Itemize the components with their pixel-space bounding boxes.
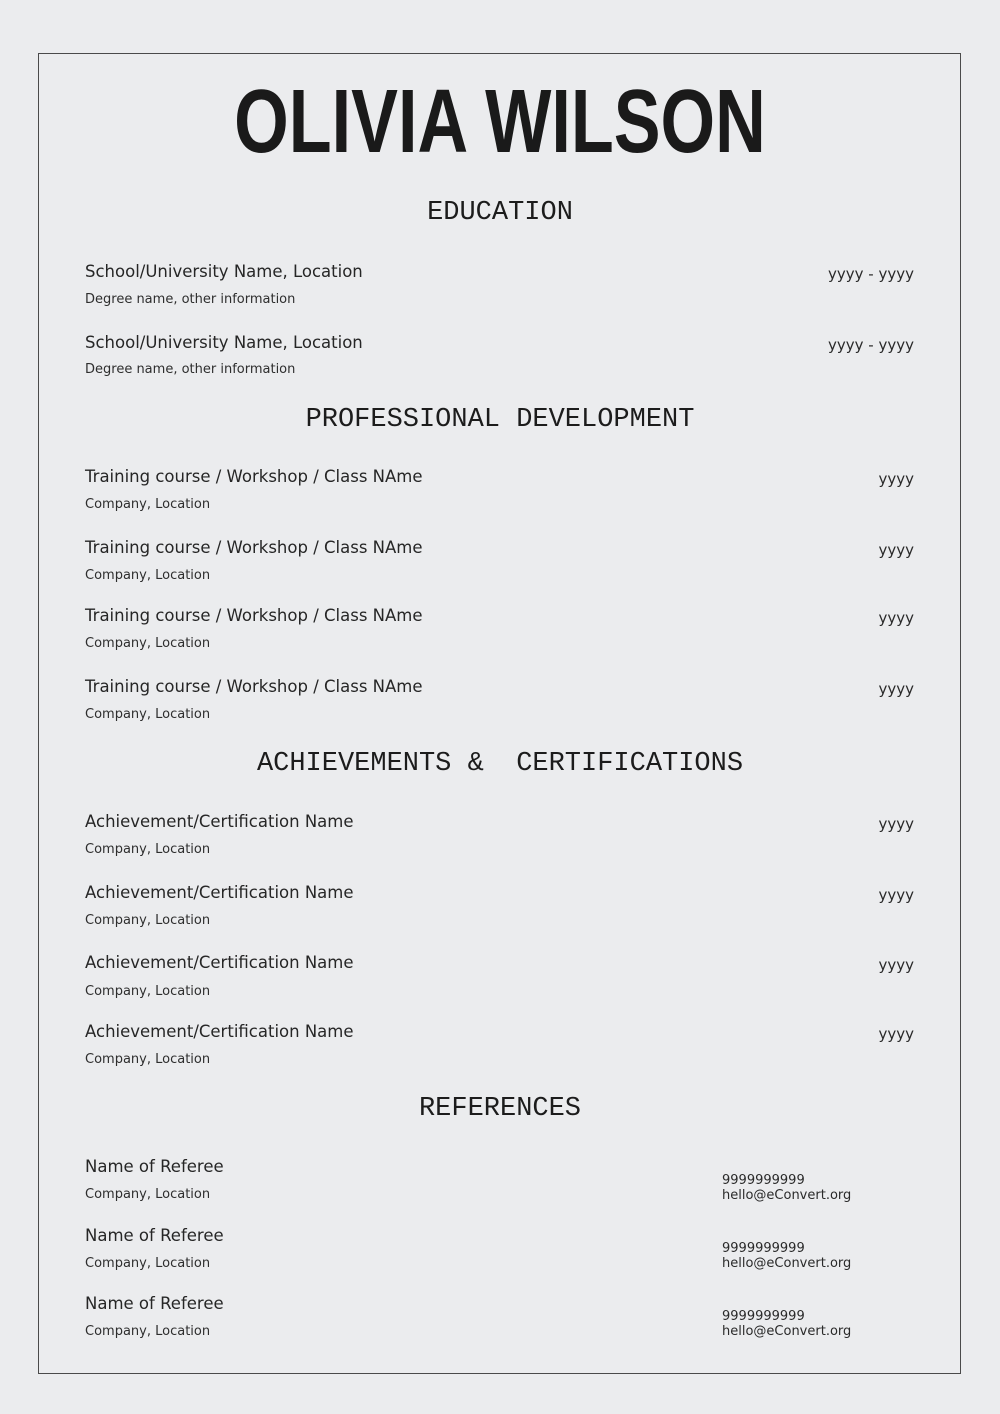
education-item-subtitle: Degree name, other information bbox=[85, 292, 296, 307]
referee-phone: 9999999999 bbox=[722, 1309, 805, 1324]
achievements-item-title: Achievement/Certification Name bbox=[85, 1022, 354, 1041]
references-item-subtitle: Company, Location bbox=[85, 1324, 211, 1339]
education-item-subtitle: Degree name, other information bbox=[85, 362, 296, 377]
professional-item-title: Training course / Workshop / Class NAme bbox=[85, 467, 423, 486]
achievements-item-date: yyyy bbox=[878, 956, 914, 974]
referee-phone: 9999999999 bbox=[722, 1241, 805, 1256]
references-item-subtitle: Company, Location bbox=[85, 1256, 211, 1271]
achievements-item-subtitle: Company, Location bbox=[85, 842, 211, 857]
professional-item-title: Training course / Workshop / Class NAme bbox=[85, 538, 423, 557]
education-item-title: School/University Name, Location bbox=[85, 262, 363, 281]
achievements-heading: ACHIEVEMENTS & CERTIFICATIONS bbox=[256, 749, 744, 779]
achievements-item-title: Achievement/Certification Name bbox=[85, 883, 354, 902]
references-item-title: Name of Referee bbox=[85, 1294, 224, 1313]
professional-item-subtitle: Company, Location bbox=[85, 497, 211, 512]
professional-item-title: Training course / Workshop / Class NAme bbox=[85, 606, 423, 625]
achievements-item-date: yyyy bbox=[878, 1025, 914, 1043]
referee-email: hello@eConvert.org bbox=[722, 1324, 852, 1339]
professional-item-title: Training course / Workshop / Class NAme bbox=[85, 677, 423, 696]
education-item-date: yyyy - yyyy bbox=[828, 265, 914, 283]
referee-email: hello@eConvert.org bbox=[722, 1188, 852, 1203]
referee-phone: 9999999999 bbox=[722, 1173, 805, 1188]
achievements-item-subtitle: Company, Location bbox=[85, 1052, 211, 1067]
references-heading: REFERENCES bbox=[418, 1094, 582, 1124]
referee-email: hello@eConvert.org bbox=[722, 1256, 852, 1271]
education-heading: EDUCATION bbox=[427, 198, 573, 228]
education-item-date: yyyy - yyyy bbox=[828, 336, 914, 354]
references-item-title: Name of Referee bbox=[85, 1157, 224, 1176]
professional-heading: PROFESSIONAL DEVELOPMENT bbox=[305, 405, 695, 435]
education-item-title: School/University Name, Location bbox=[85, 333, 363, 352]
achievements-item-date: yyyy bbox=[878, 815, 914, 833]
professional-item-date: yyyy bbox=[878, 541, 914, 559]
references-item-title: Name of Referee bbox=[85, 1226, 224, 1245]
professional-item-date: yyyy bbox=[878, 470, 914, 488]
achievements-item-date: yyyy bbox=[878, 886, 914, 904]
professional-item-subtitle: Company, Location bbox=[85, 636, 211, 651]
references-item-subtitle: Company, Location bbox=[85, 1187, 211, 1202]
professional-item-subtitle: Company, Location bbox=[85, 568, 211, 583]
professional-item-date: yyyy bbox=[878, 609, 914, 627]
achievements-item-subtitle: Company, Location bbox=[85, 913, 211, 928]
professional-item-date: yyyy bbox=[878, 680, 914, 698]
professional-item-subtitle: Company, Location bbox=[85, 707, 211, 722]
resume-name: OLIVIA WILSON bbox=[234, 72, 766, 172]
achievements-item-subtitle: Company, Location bbox=[85, 984, 211, 999]
achievements-item-title: Achievement/Certification Name bbox=[85, 953, 354, 972]
achievements-item-title: Achievement/Certification Name bbox=[85, 812, 354, 831]
